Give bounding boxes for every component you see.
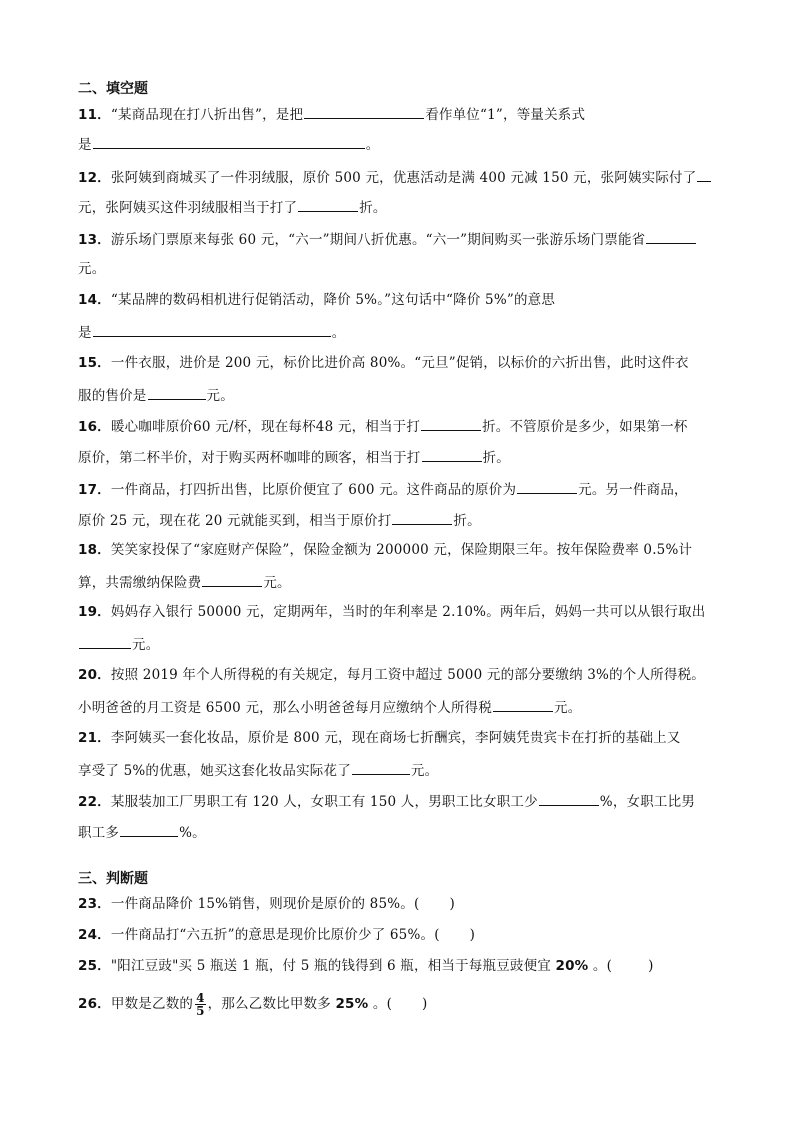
question-12-cont: 元，张阿姨买这件羽绒服相当于打了 折。: [78, 197, 387, 217]
question-18: 18．笑笑家投保了“家庭财产保险”，保险金额为 200000 元，保险期限三年。按年保险费率 0.5%计: [78, 542, 693, 558]
answer-blank[interactable]: [202, 572, 262, 587]
question-19-cont: 元。: [78, 634, 159, 654]
answer-blank[interactable]: [422, 447, 482, 462]
answer-blank[interactable]: [646, 229, 696, 244]
answer-blank[interactable]: [79, 634, 131, 649]
question-22-cont: 职工多 %。: [78, 822, 206, 842]
question-15-cont: 服的售价是 元。: [78, 385, 234, 405]
answer-blank[interactable]: [120, 822, 178, 837]
fraction: $\frac{4}{5}$: [196, 991, 205, 1018]
question-14-cont: 是 。: [78, 322, 345, 342]
answer-blank[interactable]: [517, 479, 577, 494]
question-17: 17．一件商品，打四折出售，比原价便宜了 600 元。这件商品的原价为 元。另一件商品，: [78, 479, 688, 499]
question-22: 22．某服装加工厂男职工有 120 人，女职工有 150 人，男职工比女职工少 %，女职工比男: [78, 791, 695, 811]
question-13-cont: 元。: [78, 261, 106, 277]
question-14: 14．“某品牌的数码相机进行促销活动，降价 5%。”这句话中“降价 5%”的意思: [78, 292, 556, 308]
answer-blank[interactable]: [93, 134, 365, 149]
answer-blank[interactable]: [148, 385, 206, 400]
answer-blank[interactable]: [298, 197, 358, 212]
question-20-cont: 小明爸爸的月工资是 6500 元，那么小明爸爸每月应缴纳个人所得税 元。: [78, 697, 581, 717]
answer-blank[interactable]: [493, 697, 553, 712]
question-15: 15．一件衣服，进价是 200 元，标价比进价高 80%。“元旦”促销，以标价的六折出售，此时这件衣: [78, 355, 689, 371]
answer-blank[interactable]: [697, 167, 711, 182]
question-25: 25．"阳江豆豉"买 5 瓶送 1 瓶，付 5 瓶的钱得到 6 瓶，相当于每瓶豆豉便宜 20% 。( ): [78, 958, 654, 974]
question-13: 13．游乐场门票原来每张 60 元，“六一”期间八折优惠。“六一”期间购买一张游乐场门票能省: [78, 229, 697, 249]
question-21: 21．李阿姨买一套化妆品，原价是 800 元，现在商场七折酬宾，李阿姨凭贵宾卡在打折的基础上又: [78, 730, 681, 746]
section-title-true-false: 三、判断题: [78, 871, 148, 887]
answer-blank[interactable]: [93, 322, 331, 337]
question-19: 19．妈妈存入银行 50000 元，定期两年，当时的年利率是 2.10%。两年后，妈妈一共可以从银行取出: [78, 604, 706, 620]
question-26: 26．甲数是乙数的 $\frac{4}{5}$ ，那么乙数比甲数多 25% 。( ): [78, 991, 428, 1018]
question-16-cont: 原价，第二杯半价，对于购买两杯咖啡的顾客，相当于打 折。: [78, 447, 510, 467]
answer-blank[interactable]: [421, 416, 481, 431]
section-title-fill-blank: 二、填空题: [78, 81, 148, 97]
question-23: 23．一件商品降价 15%销售，则现价是原价的 85%。( ): [78, 896, 455, 912]
question-18-cont: 算，共需缴纳保险费 元。: [78, 572, 291, 592]
answer-blank[interactable]: [392, 510, 452, 525]
question-21-cont: 享受了 5%的优惠，她买这套化妆品实际花了 元。: [78, 760, 438, 780]
answer-blank[interactable]: [352, 760, 410, 775]
answer-blank[interactable]: [304, 104, 424, 119]
question-24: 24．一件商品打“六五折”的意思是现价比原价少了 65%。( ): [78, 927, 476, 943]
answer-blank[interactable]: [539, 791, 599, 806]
question-11-cont: 是 。: [78, 134, 379, 154]
question-16: 16．暖心咖啡原价60 元/杯，现在每杯48 元，相当于打 折。不管原价是多少，如果第一杯: [78, 416, 688, 436]
question-20: 20．按照 2019 年个人所得税的有关规定，每月工资中超过 5000 元的部分要缴纳 3%的个人所得税。: [78, 667, 705, 683]
question-12: 12．张阿姨到商城买了一件羽绒服，原价 500 元，优惠活动是满 400 元减 150 元，张阿姨实际付了: [78, 167, 712, 187]
question-17-cont: 原价 25 元，现在花 20 元就能买到，相当于原价打 折。: [78, 510, 481, 530]
question-11: 11．“某商品现在打八折出售”，是把 看作单位“1”，等量关系式: [78, 104, 585, 124]
